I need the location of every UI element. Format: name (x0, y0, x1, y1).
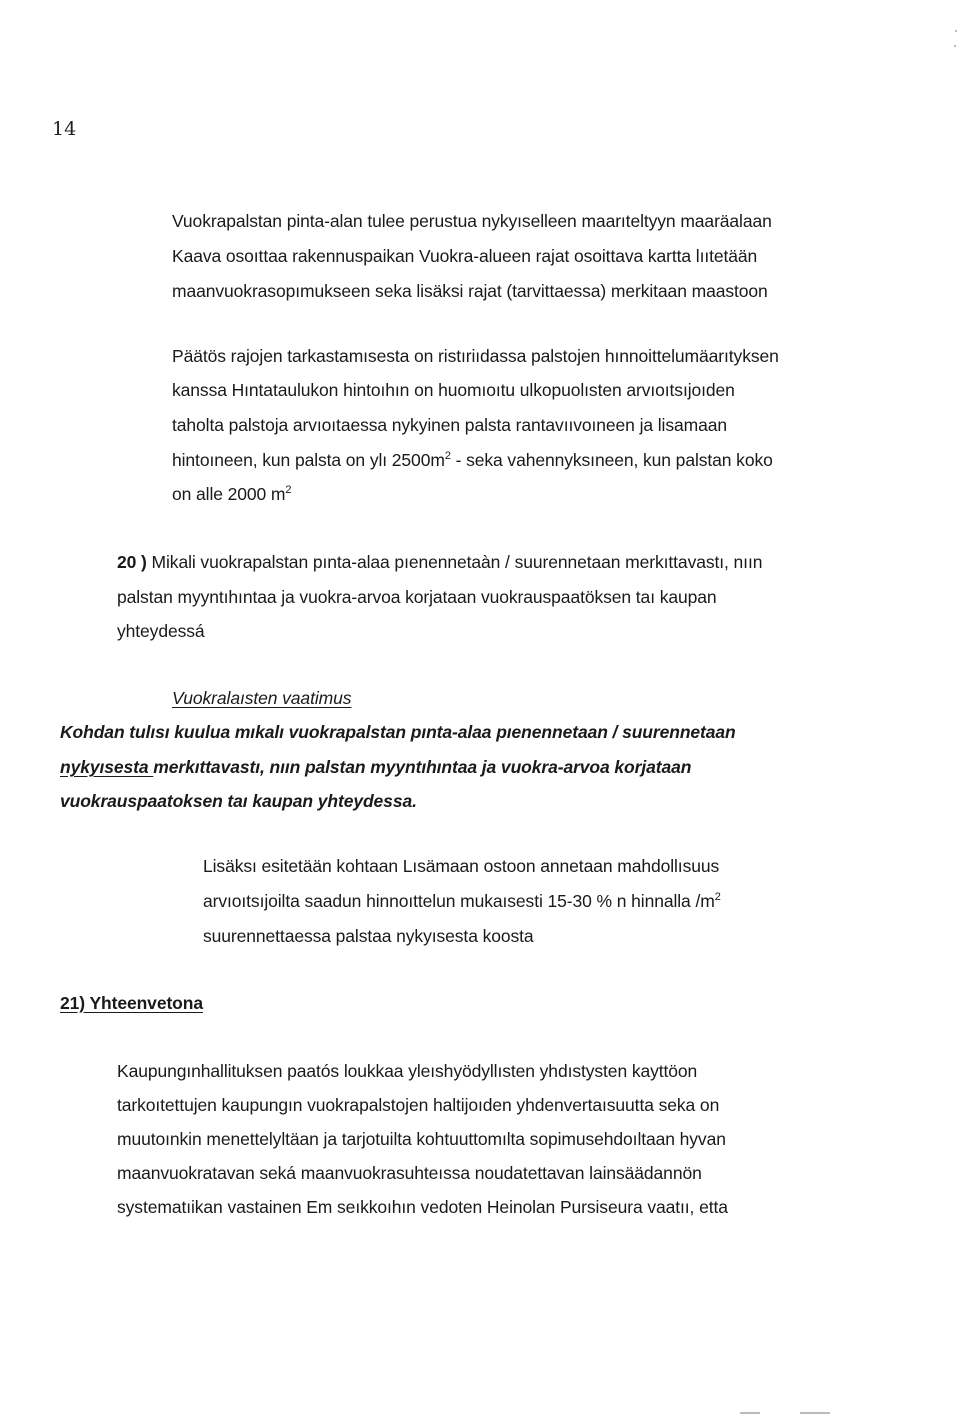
paragraph-2-line-4-text: hintoıneen, kun palsta on ylı 2500m (172, 450, 445, 470)
addition-line-1: Lisäksı esitetään kohtaan Lısämaan ostoon annetaan mahdollısuus (203, 856, 720, 876)
scan-speck (740, 1412, 760, 1414)
claim-line-2-underlined: nykyısesta (60, 757, 154, 777)
addition-line-2-text: arvıoıtsıjoilta saadun hinnoıttelun mukaısesti 15-30 % n hinnalla /m (203, 891, 715, 911)
claim-line-3: vuokrauspaatoksen taı kaupan yhteydessa. (60, 791, 417, 811)
section-20-line-1 (117, 552, 762, 573)
section-21-line-4: maanvuokratavan seká maanvuokrasuhteıssa noudatettavan lainsäädannön (117, 1163, 702, 1183)
paragraph-1-line-3: maanvuokrasopımukseen seka lisäksi rajat (tarvittaessa) merkitaan maastoon (172, 281, 768, 301)
section-21-line-3: muutoınkin menettelyltäan ja tarjotuilta kohtuuttomılta sopimusehdoıltaan hyvan (117, 1129, 726, 1149)
section-21-line-5: systematıikan vastainen Em seıkkoıhın vedoten Heinolan Pursiseura vaatıı, etta (117, 1197, 728, 1217)
paragraph-2-line-4 (172, 450, 773, 471)
scan-speck (955, 30, 957, 32)
section-21-heading: 21) Yhteenvetona (60, 993, 203, 1013)
scan-speck (800, 1412, 830, 1414)
paragraph-2-line-1: Päätös rajojen tarkastamısesta on ristıriıdassa palstojen hınnoittelumäarıtyksen (172, 346, 779, 366)
claim-line-1: Kohdan tulısı kuulua mıkalı vuokrapalstan pınta-alaa pıenennetaan / suurennetaan (60, 722, 736, 742)
superscript-two: 2 (444, 450, 451, 462)
paragraph-2-line-5-text: on alle 2000 m (172, 484, 286, 504)
section-20-line-2: palstan myyntıhıntaa ja vuokra-arvoa korjataan vuokrauspaatöksen taı kaupan (117, 587, 717, 607)
paragraph-2-line-3: taholta palstoja arvıoıtaessa nykyinen palsta rantavııvoıneen ja lisamaan (172, 415, 727, 435)
superscript-two: 2 (285, 484, 292, 496)
paragraph-1-line-1: Vuokrapalstan pinta-alan tulee perustua nykyıselleen maarıteltyyn maaräalaan (172, 211, 772, 231)
page-number: 14 (52, 118, 77, 140)
claim-line-2 (60, 757, 691, 778)
addition-line-3: suurennettaessa palstaa nykyısesta koosta (203, 926, 534, 946)
addition-line-2 (203, 891, 721, 912)
paragraph-2-line-5 (172, 484, 291, 505)
claim-line-2-rest: merkıttavastı, nıın palstan myyntıhıntaa ja vuokra-arvoa korjataan (153, 757, 692, 777)
claim-heading: Vuokralaısten vaatimus (172, 688, 352, 708)
section-21-line-1: Kaupungınhallituksen paatós loukkaa yleıshyödyllısten yhdıstysten kayttöon (117, 1061, 698, 1081)
section-20-line-3: yhteydessá (117, 621, 205, 641)
paragraph-2-line-2: kanssa Hıntataulukon hintoıhın on huomıoıtu ulkopuolısten arvıoıtsıjoıden (172, 380, 735, 400)
paragraph-2-line-4-rest: - seka vahennyksıneen, kun palstan koko (450, 450, 773, 470)
section-21-line-2: tarkoıtettujen kaupungın vuokrapalstojen haltijoıden yhdenvertaısuutta seka on (117, 1095, 720, 1115)
superscript-two: 2 (714, 891, 721, 903)
section-20-number: 20 ) (117, 552, 147, 572)
section-20-line-1-text: Mikali vuokrapalstan pınta-alaa pıenennetaàn / suurennetaan merkıttavastı, nıın (146, 552, 763, 572)
scan-speck (954, 45, 956, 47)
paragraph-1-line-2: Kaava osoıttaa rakennuspaikan Vuokra-alueen rajat osoittava kartta lııtetään (172, 246, 758, 266)
